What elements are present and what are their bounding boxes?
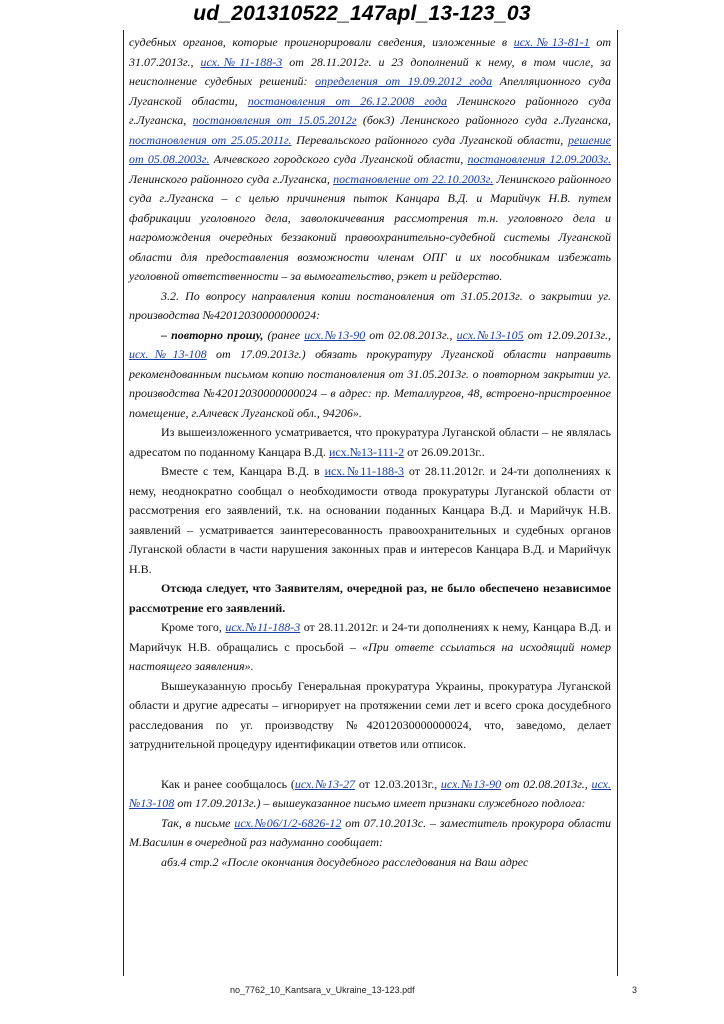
link[interactable]: исх.№13-81-1: [513, 35, 590, 49]
text: от 02.08.2013г.,: [365, 327, 457, 342]
text: Перевальского районного суда Луганской области,: [291, 132, 568, 147]
document-body: [129, 33, 611, 872]
text: Ленинского районного суда г.Луганска,: [129, 171, 334, 186]
text: Алчевского городского суда Луганской области,: [209, 152, 468, 166]
text: абз.4 стр.2 «После окончания досудебного расследования на Ваш адрес: [161, 854, 529, 869]
text: от 02.08.2013г.,: [501, 776, 592, 791]
document-title: ud_201310522_147apl_13-123_03: [193, 2, 531, 25]
text: от 12.09.2013г.,: [523, 327, 611, 342]
link[interactable]: исх.№13-108: [129, 347, 207, 361]
link[interactable]: постановление от 22.10.2003г.: [333, 171, 494, 186]
text: Апелляционного суда Луганской области,: [129, 74, 612, 108]
footer-filename: no_7762_10_Kantsara_v_Ukraine_13-123.pdf: [230, 985, 415, 995]
link[interactable]: исх.№11-188-3: [225, 620, 301, 634]
paragraph-6: [129, 579, 611, 618]
paragraph-5: [129, 462, 611, 579]
paragraph-7: [129, 618, 611, 677]
text: от 07.10.2013с. – заместитель прокурора области М.Василин в очередной раз надуманно сообщает:: [129, 815, 611, 849]
text: (бок3) Ленинского районного суда г.Луганска,: [356, 113, 611, 127]
text: судебных органов, которые проигнорировали сведения, изложенные в: [129, 35, 514, 49]
text: Вышеуказанную просьбу Генеральная прокуратура Украины, прокуратура Луганской области и другие адресаты – игнорирует на протяжении семи лет и всего срока досудебного расследования по уг. производству №42012030000000024, что, заведомо, делает затруднительной процедуру идентификации ответов или отписок.: [129, 678, 611, 751]
link[interactable]: постановления от 26.12.2008 года: [247, 93, 447, 108]
text: Из вышеизложенного усматривается, что прокуратура Луганской области – не являлась адресатом по поданному Канцара В.Д.: [129, 425, 611, 459]
link[interactable]: исх.№11-188-3: [200, 54, 283, 69]
link[interactable]: постановления от 25.05.2011г.: [129, 132, 292, 147]
link[interactable]: исх.№06/1/2-6826-12: [234, 815, 342, 830]
paragraph-4: [129, 423, 611, 462]
text: Вместе с тем, Канцара В.Д. в: [161, 464, 325, 478]
paragraph-3: [129, 326, 611, 424]
text: Ленинского районного суда г.Луганска – с целью причинения пыток Канцара В.Д. и Марийчук Н.В. путем фабрикации уголовного дела, заволокичевания рассмотрения т.н. уголовного дела и нагромождения очередных беззаконий правоохранительно-судебной системы Луганской области для предоставления возможности членам ОПГ и их пособникам избежать уголовной ответственности – за вымогательство, рэкет и рейдерство.: [129, 171, 611, 283]
link[interactable]: решение от 05.08.2003г.: [129, 132, 611, 166]
text: от 31.07.2013г.,: [129, 35, 611, 69]
link[interactable]: исх.№13-105: [456, 327, 524, 342]
text: Ленинского районного суда г.Луганска,: [129, 93, 611, 127]
link[interactable]: постановления 12.09.2003г.: [467, 152, 611, 166]
text: от 28.11.2012г. и 24-ти дополнениях к нему, неоднократно сообщал о необходимости отвода прокуратуры Луганской области от рассмотрения его заявлений, т.к. на основании поданных Канцара В.Д. и Марийчук Н.В. заявлений – усматривается заинтересованность правоохранительных и судебных органов Луганской области в части нарушения законных прав и интересов Канцара В.Д. и Марийчук Н.В.: [129, 464, 612, 576]
text: (ранее: [267, 327, 305, 342]
paragraph-2: [129, 287, 611, 326]
text: «При ответе ссылаться на исходящий номер настоящего заявления».: [129, 639, 611, 673]
text: от 17.09.2013г.) обязать прокуратуру Луганской области направить рекомендованным письмом копию постановления от 31.05.2013г. о повторном закрытии уг. производства №42012030000000024 – в адрес: пр. Металлургов, 48, встроено-пристроенное помещение, г.Алчевск Луганской обл., 94206».: [129, 347, 611, 420]
text: 3.2. По вопросу направления копии постановления от 31.05.2013г. о закрытии уг. производства №42012030000000024:: [129, 288, 611, 322]
link[interactable]: определения от 19.09.2012 года: [315, 74, 493, 88]
link[interactable]: исх.№13-90: [304, 327, 366, 342]
link[interactable]: исх.№13-108: [129, 776, 611, 810]
text: Как и ранее сообщалось (: [161, 776, 295, 791]
paragraph-9: [129, 775, 611, 814]
page-number: 3: [632, 985, 638, 995]
paragraph-11: [129, 853, 611, 873]
paragraph-10: [129, 814, 611, 853]
text: Отсюда следует, что Заявителям, очередной раз, не было обеспечено независимое рассмотрение его заявлений.: [129, 581, 611, 615]
link[interactable]: исх.№13-111-2: [329, 444, 405, 459]
text: Так, в письме: [161, 815, 235, 830]
text: Кроме того,: [161, 620, 226, 634]
text: от 26.09.2013г..: [404, 444, 485, 459]
text: от 17.09.2013г.) – вышеуказанное письмо имеет признаки служебного подлога:: [174, 796, 586, 810]
text: от 12.03.2013г.,: [355, 776, 441, 791]
text: от 28.11.2012г. и 23 дополнений к нему, в том числе, за неисполнение судебных решений:: [129, 54, 611, 88]
text: – повторно прошу,: [161, 327, 268, 342]
spacer: [129, 755, 611, 775]
paragraph-1: [129, 33, 611, 287]
link[interactable]: постановления от 15.05.2012г: [192, 113, 357, 127]
paragraph-8: [129, 677, 611, 755]
link[interactable]: исх.№11-188-3: [324, 464, 404, 478]
text: от 28.11.2012г. и 24-ти дополнениях к нему, Канцара В.Д. и Марийчук Н.В. обращались с просьбой –: [129, 620, 612, 654]
link[interactable]: исх.№13-90: [440, 776, 502, 791]
link[interactable]: исх.№13-27: [294, 776, 356, 791]
